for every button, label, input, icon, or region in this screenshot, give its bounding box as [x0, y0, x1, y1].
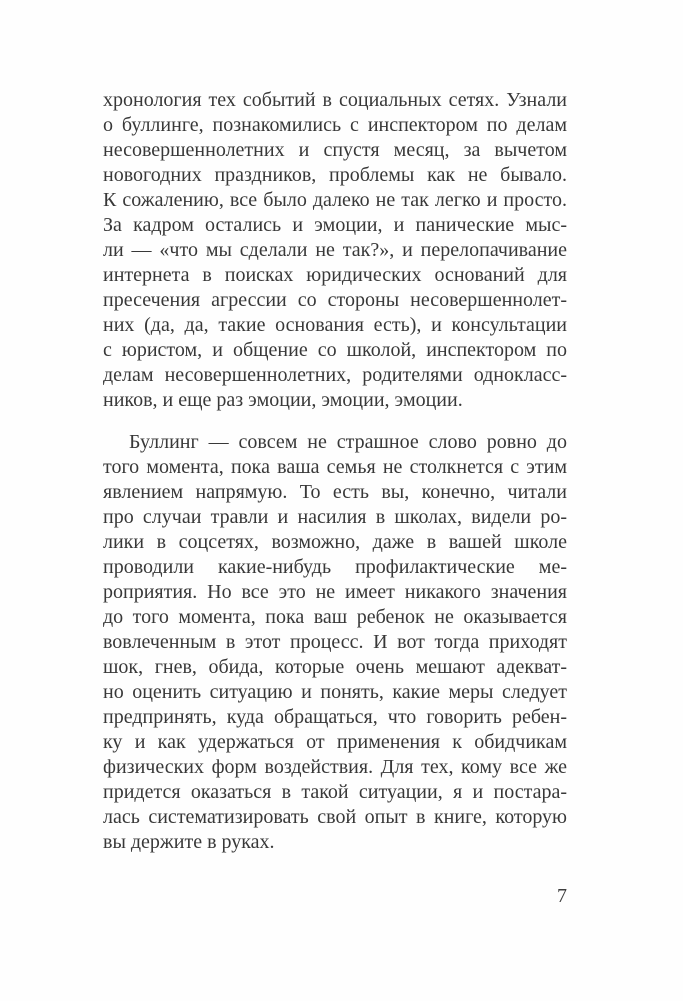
text-line: делам несовершеннолетних, родителями однокласс-: [103, 364, 567, 386]
text-line: про случаи травли и насилия в школах, видели ро-: [103, 506, 567, 528]
text-line: лики в соцсетях, возможно, даже в вашей школе: [103, 531, 567, 553]
text-line: вовлеченным в этот процесс. И вот тогда приходят: [103, 631, 567, 653]
text-line: предпринять, куда обращаться, что говорить ребен-: [103, 706, 567, 728]
text-line: до того момента, пока ваш ребенок не оказывается: [103, 606, 567, 628]
text-line: того момента, пока ваша семья не столкнется с этим: [103, 456, 567, 478]
text-line: шок, гнев, обида, которые очень мешают адекват-: [103, 656, 567, 678]
page-number: 7: [557, 885, 567, 907]
text-line: интернета в поисках юридических оснований для: [103, 264, 567, 286]
text-line: хронология тех событий в социальных сетях. Узнали: [103, 89, 567, 111]
body-text: [103, 88, 567, 855]
text-line: ников, и еще раз эмоции, эмоции, эмоции.: [103, 389, 463, 411]
text-line: Буллинг — совсем не страшное слово ровно до: [129, 431, 567, 453]
text-line: придется оказаться в такой ситуации, я и постара-: [103, 781, 567, 803]
text-line: новогодних праздников, проблемы как не бывало.: [103, 164, 567, 186]
text-line: пресечения агрессии со стороны несовершеннолет-: [103, 289, 567, 311]
paragraph: [103, 430, 567, 855]
text-line: с юристом, и общение со школой, инспектором по: [103, 339, 567, 361]
text-line: но оценить ситуацию и понять, какие меры следует: [103, 681, 567, 703]
text-line: явлением напрямую. То есть вы, конечно, читали: [103, 481, 567, 503]
text-line: вы держите в руках.: [103, 831, 275, 853]
text-line: За кадром остались и эмоции, и панические мыс-: [103, 214, 567, 236]
text-line: них (да, да, такие основания есть), и консультации: [103, 314, 567, 336]
text-line: проводили какие-нибудь профилактические ме-: [103, 556, 567, 578]
text-line: ли — «что мы сделали не так?», и перелопачивание: [103, 239, 567, 261]
text-line: ку и как удержаться от применения к обидчикам: [103, 731, 567, 753]
text-line: К сожалению, все было далеко не так легко и просто.: [103, 189, 567, 211]
paragraph: [103, 88, 567, 413]
text-line: лась систематизировать свой опыт в книге, которую: [103, 806, 567, 828]
text-line: несовершеннолетних и спустя месяц, за вычетом: [103, 139, 567, 161]
text-line: физических форм воздействия. Для тех, кому все же: [103, 756, 567, 778]
text-line: роприятия. Но все это не имеет никакого значения: [103, 581, 567, 603]
text-line: о буллинге, познакомились с инспектором по делам: [103, 114, 567, 136]
